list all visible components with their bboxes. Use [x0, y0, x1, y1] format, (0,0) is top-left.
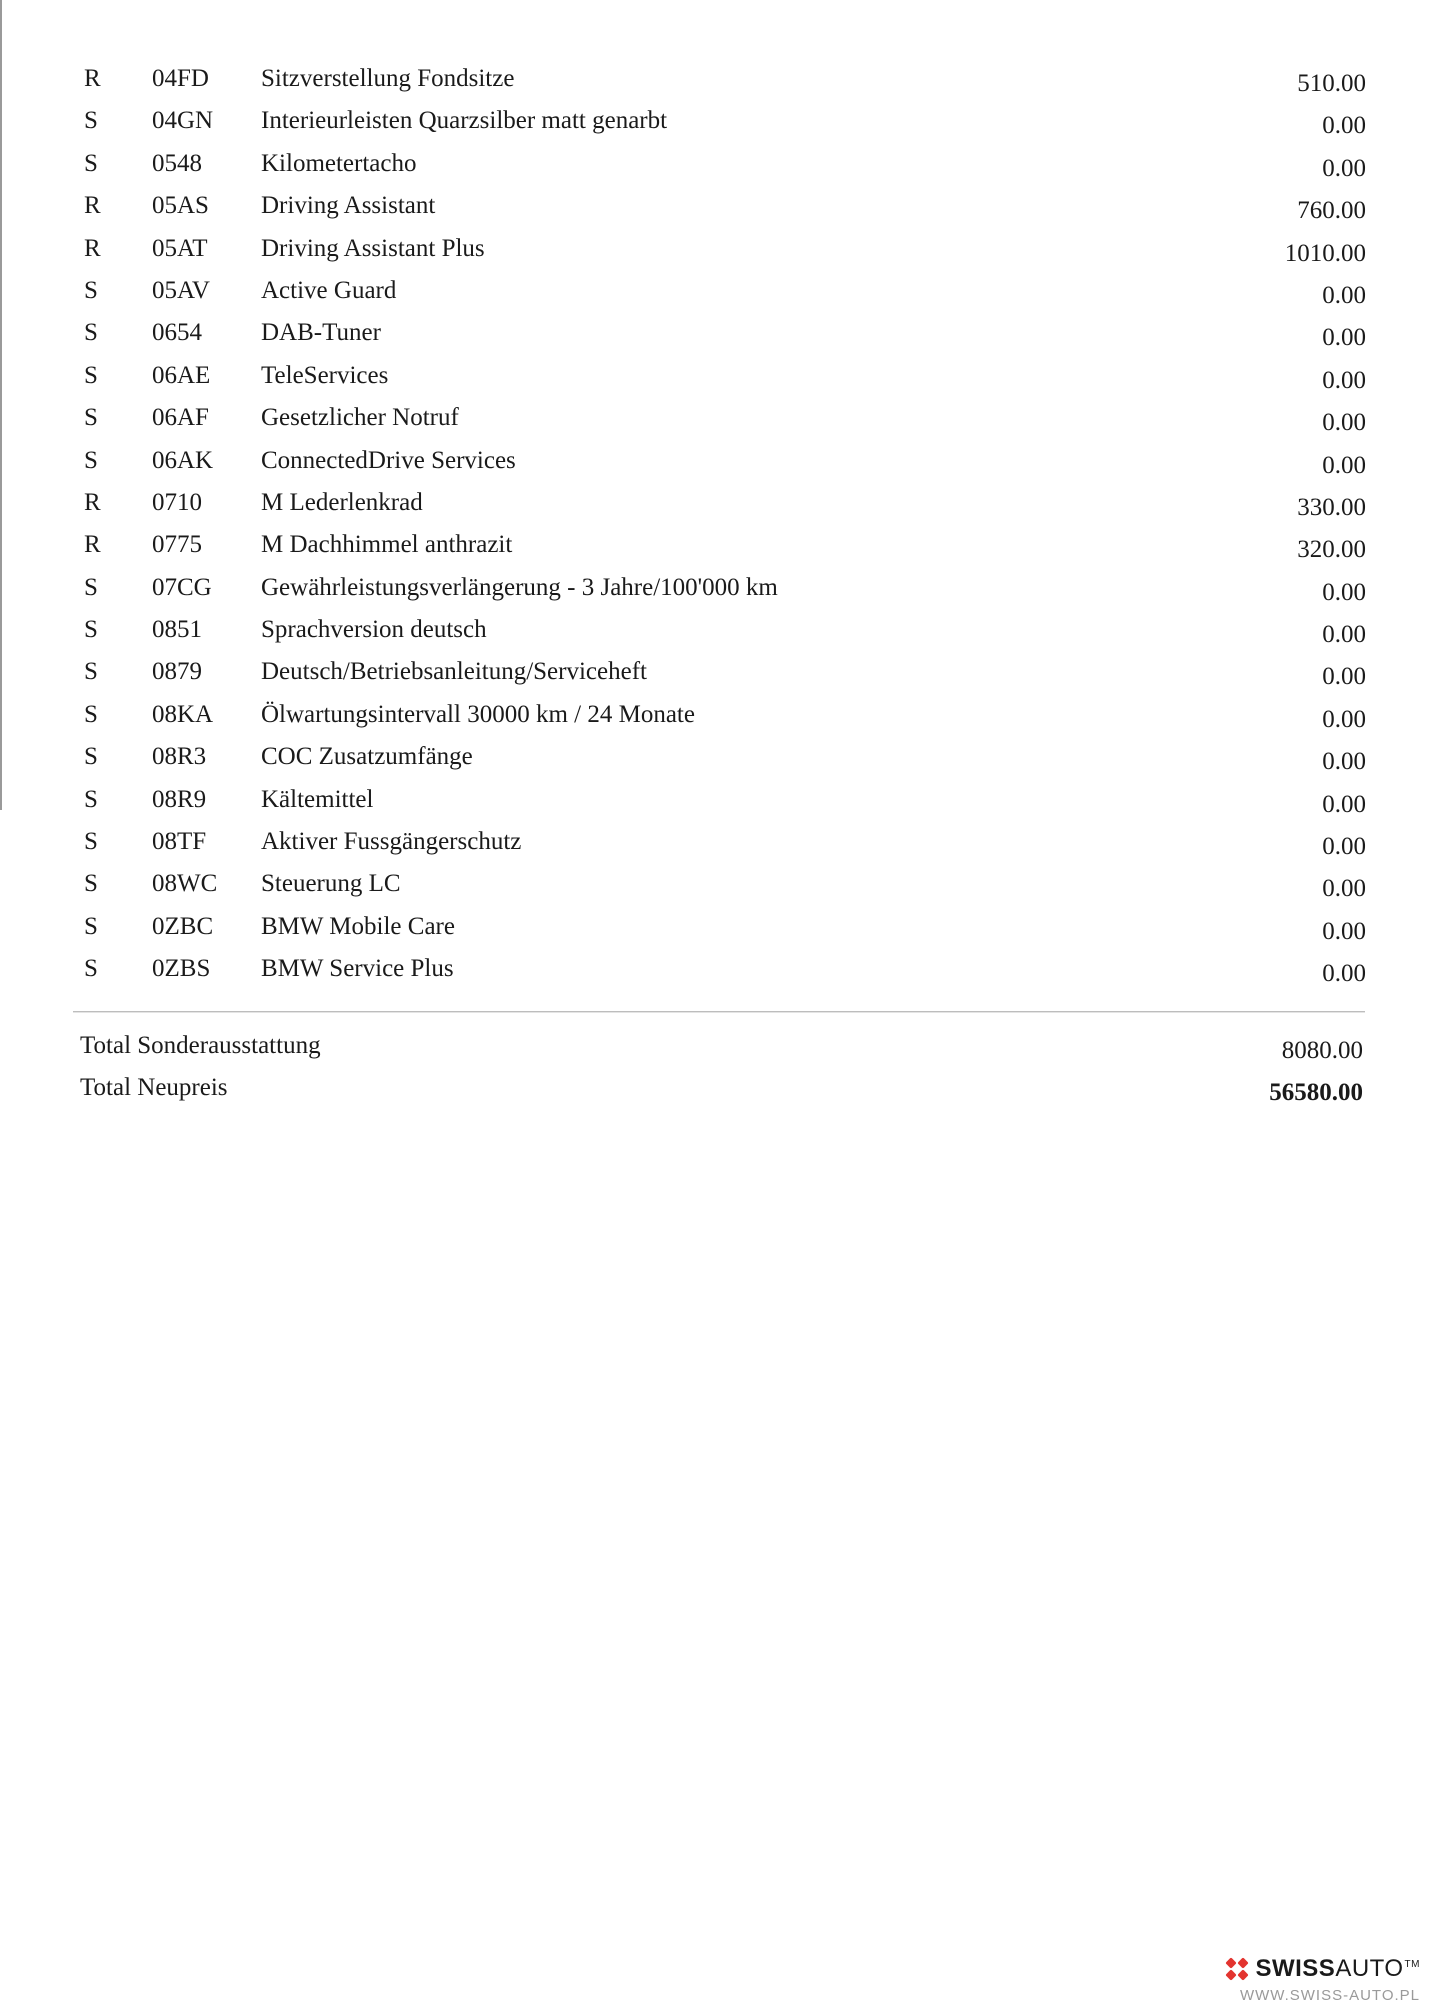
equipment-description: Gesetzlicher Notruf: [261, 404, 459, 432]
totals-divider: [73, 1011, 1365, 1013]
equipment-code: 0654: [152, 319, 202, 347]
equipment-row: [0, 312, 1435, 354]
equipment-type: S: [84, 785, 98, 813]
equipment-price: 320.00: [1297, 536, 1366, 564]
equipment-price: 0.00: [1322, 960, 1366, 988]
equipment-code: 0ZBC: [152, 912, 214, 940]
equipment-price: 330.00: [1297, 493, 1366, 521]
equipment-code: 08KA: [152, 700, 214, 728]
equipment-price: 0.00: [1322, 621, 1366, 649]
equipment-description: ConnectedDrive Services: [261, 446, 516, 474]
equipment-row: [0, 482, 1435, 524]
equipment-description: Sitzverstellung Fondsitze: [261, 65, 515, 92]
equipment-type: R: [84, 65, 101, 92]
equipment-code: 08R9: [152, 785, 207, 813]
equipment-description: Interieurleisten Quarzsilber matt genarbt: [261, 107, 668, 135]
equipment-type: S: [84, 319, 98, 347]
equipment-row: [0, 58, 1435, 100]
equipment-row: [0, 906, 1435, 948]
equipment-code: 08R3: [152, 743, 207, 771]
equipment-description: DAB-Tuner: [261, 319, 381, 347]
equipment-type: S: [84, 404, 98, 432]
equipment-type: S: [84, 912, 98, 940]
equipment-type: S: [84, 149, 98, 177]
equipment-description: BMW Mobile Care: [261, 912, 455, 940]
equipment-row: [0, 609, 1435, 651]
equipment-description: M Lederlenkrad: [261, 488, 423, 516]
equipment-code: 06AF: [152, 404, 209, 432]
equipment-description: BMW Service Plus: [261, 955, 454, 983]
swissauto-logo: [1220, 1955, 1420, 2004]
equipment-code: 05AT: [152, 234, 208, 262]
logo-brand-bold: SWISS: [1255, 1955, 1336, 1982]
total-sonderausstattung-row: [0, 1025, 1435, 1067]
equipment-code: 0851: [152, 616, 202, 644]
equipment-code: 08WC: [152, 870, 218, 898]
total-neupreis-row: [0, 1067, 1435, 1109]
equipment-list: [0, 58, 1435, 991]
logo-url: WWW.SWISS-AUTO.PL: [1239, 1987, 1420, 2004]
total-sonderausstattung-label: Total Sonderausstattung: [80, 1032, 321, 1059]
equipment-code: 05AV: [152, 276, 210, 304]
equipment-description: Active Guard: [261, 276, 397, 304]
equipment-price: 0.00: [1322, 281, 1366, 309]
equipment-code: 0775: [152, 531, 202, 559]
equipment-price: 0.00: [1322, 154, 1366, 182]
equipment-type: S: [84, 616, 98, 644]
equipment-description: Kältemittel: [261, 785, 374, 813]
equipment-row: [0, 736, 1435, 778]
equipment-row: [0, 397, 1435, 439]
logo-brand-light: AUTO: [1335, 1955, 1404, 1982]
equipment-row: [0, 228, 1435, 270]
total-sonderausstattung-value: 8080.00: [1281, 1037, 1363, 1064]
swiss-cross-logo-icon: [1225, 1957, 1249, 1981]
equipment-code: 0548: [152, 149, 202, 177]
equipment-price: 1010.00: [1284, 239, 1366, 267]
logo-trademark: TM: [1404, 1959, 1420, 1970]
equipment-row: [0, 779, 1435, 821]
equipment-type: S: [84, 700, 98, 728]
logo-line: [1220, 1955, 1420, 1983]
equipment-type: S: [84, 743, 98, 771]
equipment-code: 08TF: [152, 828, 207, 856]
equipment-price: 0.00: [1322, 451, 1366, 479]
equipment-code: 0710: [152, 488, 202, 516]
equipment-code: 04FD: [152, 65, 209, 92]
total-neupreis-label: Total Neupreis: [80, 1074, 228, 1101]
equipment-price: 0.00: [1322, 112, 1366, 140]
equipment-type: S: [84, 107, 98, 135]
equipment-type: S: [84, 573, 98, 601]
equipment-row: [0, 694, 1435, 736]
equipment-description: Driving Assistant: [261, 192, 436, 220]
equipment-code: 0879: [152, 658, 202, 686]
equipment-row: [0, 948, 1435, 990]
equipment-row: [0, 270, 1435, 312]
equipment-type: R: [84, 234, 101, 262]
equipment-code: 05AS: [152, 192, 209, 220]
equipment-row: [0, 143, 1435, 185]
equipment-row: [0, 651, 1435, 693]
equipment-description: COC Zusatzumfänge: [261, 743, 473, 771]
equipment-price: 0.00: [1322, 578, 1366, 606]
equipment-type: S: [84, 870, 98, 898]
equipment-code: 06AK: [152, 446, 214, 474]
equipment-row: [0, 185, 1435, 227]
equipment-description: Aktiver Fussgängerschutz: [261, 828, 522, 856]
equipment-code: 0ZBS: [152, 955, 211, 983]
equipment-type: R: [84, 488, 101, 516]
equipment-type: S: [84, 955, 98, 983]
equipment-price: 0.00: [1322, 790, 1366, 818]
equipment-price: 0.00: [1322, 748, 1366, 776]
equipment-row: [0, 355, 1435, 397]
equipment-price: 0.00: [1322, 875, 1366, 903]
equipment-description: M Dachhimmel anthrazit: [261, 531, 513, 559]
equipment-type: R: [84, 192, 101, 220]
equipment-price: 0.00: [1322, 324, 1366, 352]
equipment-description: Ölwartungsintervall 30000 km / 24 Monate: [261, 700, 695, 728]
equipment-type: S: [84, 361, 98, 389]
totals-section: [0, 1025, 1435, 1109]
equipment-row: [0, 440, 1435, 482]
total-neupreis-value: 56580.00: [1269, 1079, 1363, 1106]
equipment-row: [0, 524, 1435, 566]
equipment-price: 760.00: [1297, 197, 1366, 225]
equipment-type: R: [84, 531, 101, 559]
equipment-description: Driving Assistant Plus: [261, 234, 485, 262]
equipment-price: 0.00: [1322, 833, 1366, 861]
equipment-type: S: [84, 276, 98, 304]
equipment-description: Gewährleistungsverlängerung - 3 Jahre/100'000 km: [261, 573, 778, 601]
equipment-row: [0, 821, 1435, 863]
equipment-description: Sprachversion deutsch: [261, 616, 487, 644]
equipment-type: S: [84, 828, 98, 856]
equipment-price: 510.00: [1297, 70, 1366, 97]
equipment-price: 0.00: [1322, 705, 1366, 733]
equipment-type: S: [84, 658, 98, 686]
equipment-price: 0.00: [1322, 409, 1366, 437]
equipment-row: [0, 863, 1435, 905]
equipment-type: S: [84, 446, 98, 474]
equipment-row: [0, 567, 1435, 609]
equipment-code: 06AE: [152, 361, 211, 389]
equipment-description: TeleServices: [261, 361, 389, 389]
equipment-code: 04GN: [152, 107, 214, 135]
logo-brand-text: [1255, 1955, 1420, 1983]
equipment-description: Kilometertacho: [261, 149, 417, 177]
equipment-code: 07CG: [152, 573, 212, 601]
equipment-description: Steuerung LC: [261, 870, 401, 898]
equipment-price: 0.00: [1322, 366, 1366, 394]
equipment-price: 0.00: [1322, 917, 1366, 945]
equipment-description: Deutsch/Betriebsanleitung/Serviceheft: [261, 658, 647, 686]
equipment-row: [0, 100, 1435, 142]
equipment-price: 0.00: [1322, 663, 1366, 691]
